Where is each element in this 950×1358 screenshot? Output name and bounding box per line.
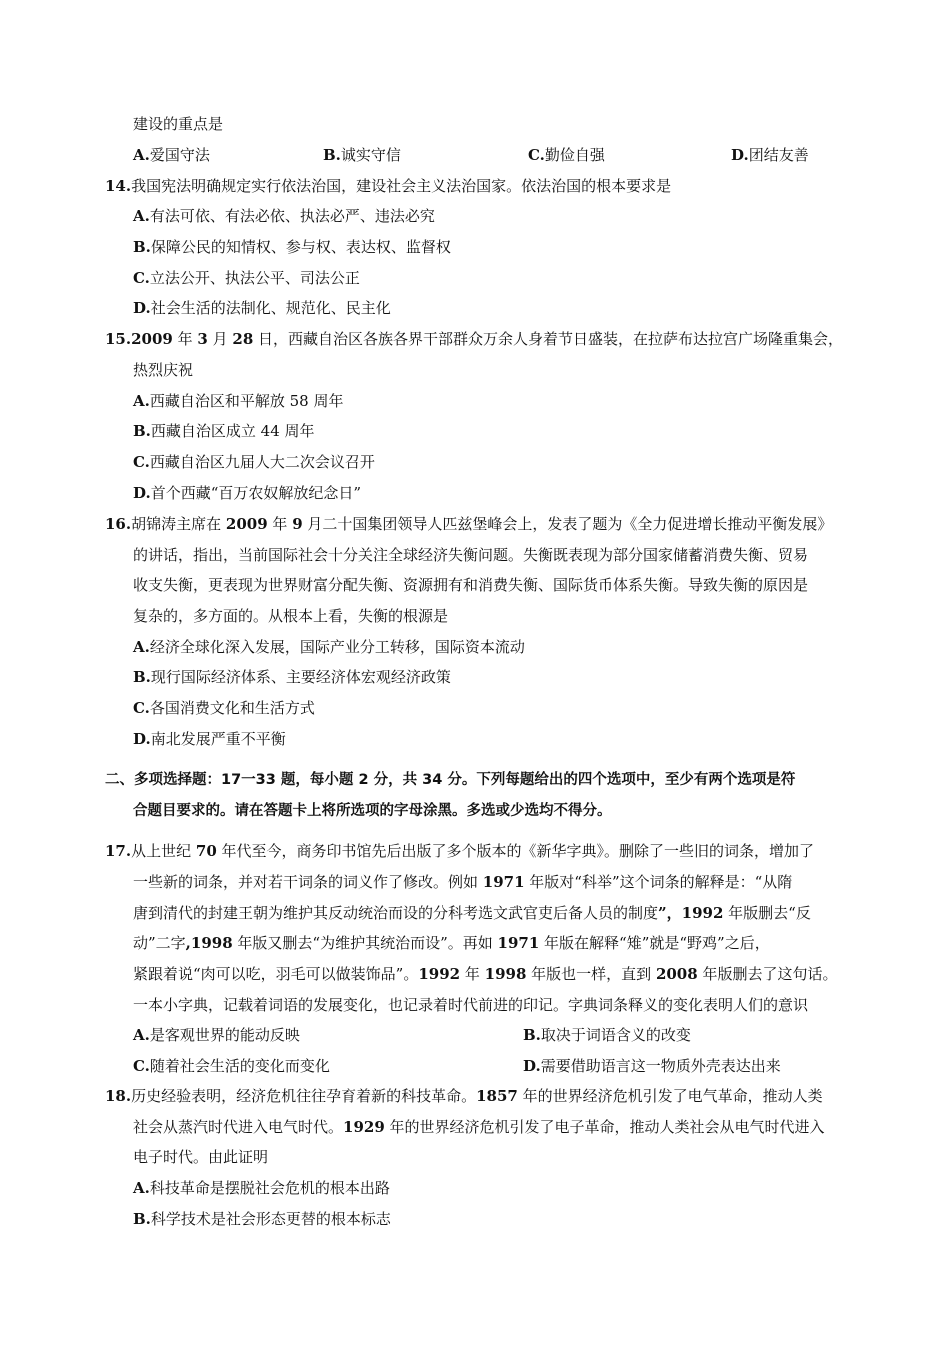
q15-option-c: C.西藏自治区九届人大二次会议召开 — [133, 453, 375, 471]
q18-option-b: B.科学技术是社会形态更替的根本标志 — [133, 1210, 391, 1228]
q17-option-a: A.是客观世界的能动反映 — [133, 1026, 300, 1044]
q14-option-c: C.立法公开、执法公平、司法公正 — [133, 269, 360, 287]
q15-stem: 15.2009 年 3 月 28 日，西藏自治区各族各界干部群众万余人身着节日盛装，在拉萨布达拉宫广场隆重集会， — [105, 330, 844, 348]
q17-stem: 17.从上世纪 70 年代至今，商务印书馆先后出版了多个版本的《新华字典》。删除了一些旧的词条，增加了 — [105, 842, 815, 860]
q14-stem: 14.我国宪法明确规定实行依法治国，建设社会主义法治国家。依法治国的根本要求是 — [105, 177, 672, 195]
q15-option-d: D.首个西藏“百万农奴解放纪念日” — [133, 484, 362, 502]
q16-stem-line2: 的讲话，指出，当前国际社会十分关注全球经济失衡问题。失衡既表现为部分国家储蓄消费失衡、贸易 — [133, 546, 809, 564]
q18-option-a: A.科技革命是摆脱社会危机的根本出路 — [133, 1179, 390, 1197]
q15-option-b: B.西藏自治区成立 44 周年 — [133, 422, 315, 440]
q15-option-a: A.西藏自治区和平解放 58 周年 — [133, 392, 344, 410]
q13-option-d: D.团结友善 — [731, 146, 809, 164]
q16-stem-line3: 收支失衡，更表现为世界财富分配失衡、资源拥有和消费失衡、国际货币体系失衡。导致失衡的原因是 — [133, 576, 809, 594]
q14-option-b: B.保障公民的知情权、参与权、表达权、监督权 — [133, 238, 451, 256]
q16-option-a: A.经济全球化深入发展，国际产业分工转移，国际资本流动 — [133, 638, 525, 656]
q16-option-b: B.现行国际经济体系、主要经济体宏观经济政策 — [133, 668, 451, 686]
q13-option-a: A.爱国守法 — [133, 146, 210, 164]
q15-stem-line2: 热烈庆祝 — [133, 361, 194, 379]
q17-stem-line6: 一本小字典，记载着词语的发展变化，也记录着时代前进的印记。字典词条释义的变化表明人们的意识 — [133, 996, 809, 1014]
q16-option-c: C.各国消费文化和生活方式 — [133, 699, 315, 717]
q17-stem-line5: 紧跟着说“肉可以吃，羽毛可以做装饰品”。1992 年 1998 年版也一样，直到 2008 年版删去了这句话。 — [133, 965, 838, 983]
q17-option-d: D.需要借助语言这一物质外壳表达出来 — [523, 1057, 781, 1075]
q13-stem-tail: 建设的重点是 — [133, 115, 224, 133]
q13-option-b: B.诚实守信 — [323, 146, 401, 164]
q16-stem-line4: 复杂的，多方面的。从根本上看，失衡的根源是 — [133, 607, 449, 625]
q16-stem: 16.胡锦涛主席在 2009 年 9 月二十国集团领导人匹兹堡峰会上，发表了题为《全力促进增长推动平衡发展》 — [105, 515, 833, 533]
section2-heading: 二、多项选择题：17一33 题，每小题 2 分，共 34 分。下列每题给出的四个选项中，至少有两个选项是符 — [105, 772, 796, 788]
q18-stem: 18.历史经验表明，经济危机往往孕育着新的科技革命。1857 年的世界经济危机引发了电气革命，推动人类 — [105, 1087, 823, 1105]
q14-option-d: D.社会生活的法制化、规范化、民主化 — [133, 299, 391, 317]
q14-option-a: A.有法可依、有法必依、执法必严、违法必究 — [133, 207, 435, 225]
q17-option-c: C.随着社会生活的变化而变化 — [133, 1057, 330, 1075]
q13-option-c: C.勤俭自强 — [528, 146, 605, 164]
q18-stem-line2: 社会从蒸汽时代进入电气时代。1929 年的世界经济危机引发了电子革命，推动人类社会从电气时代进入 — [133, 1118, 825, 1136]
section2-heading-line2: 合题目要求的。请在答题卡上将所选项的字母涂黑。多选或少选均不得分。 — [133, 803, 612, 819]
q17-stem-line3: 唐到清代的封建王朝为维护其反动统治而设的分科考选文武官吏后备人员的制度”，1992 年版删去“反 — [133, 904, 811, 922]
q17-stem-line2: 一些新的词条，并对若干词条的词义作了修改。例如 1971 年版对“科举”这个词条的解释是：“从隋 — [133, 873, 793, 891]
q17-option-b: B.取决于词语含义的改变 — [523, 1026, 691, 1044]
q16-option-d: D.南北发展严重不平衡 — [133, 730, 286, 748]
q17-stem-line4: 动”二字,1998 年版又删去“为维护其统治而设”。再如 1971 年版在解释“雉”就是“野鸡”之后， — [133, 934, 770, 952]
q18-stem-line3: 电子时代。由此证明 — [133, 1148, 269, 1166]
